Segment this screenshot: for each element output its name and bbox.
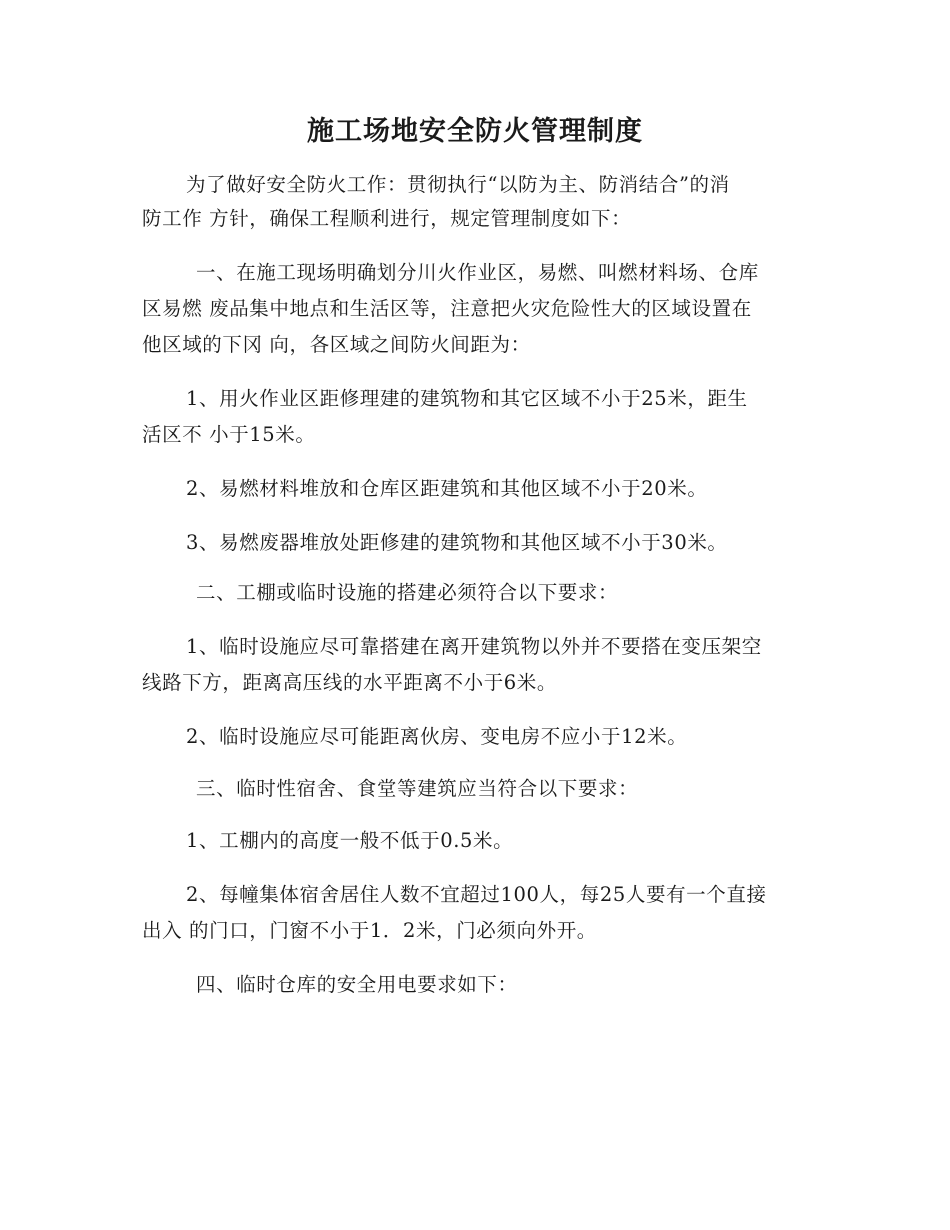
list-item-line: 2、每幢集体宿舍居住人数不宜超过100人，每25人要有一个直接 xyxy=(186,883,767,906)
section-heading-line: 二、工棚或临时设施的搭建必须符合以下要求： xyxy=(196,581,619,604)
list-item-line: 线路下方，距离高压线的水平距离不小于6米。 xyxy=(142,671,558,694)
section-heading-line: 一、在施工现场明确划分川火作业区，易燃、叫燃材料场、仓库 xyxy=(196,261,759,284)
list-item-line: 2、易燃材料堆放和仓库区距建筑和其他区域不小于20米。 xyxy=(186,477,708,500)
paragraph-line: 他区域的下冈 向，各区域之间防火间距为： xyxy=(142,333,531,356)
paragraph-line: 区易燃 废品集中地点和生活区等，注意把火灾危险性大的区域设置在 xyxy=(142,297,752,320)
list-item-line: 1、工棚内的高度一般不低于0.5米。 xyxy=(186,829,514,852)
list-item-line: 2、临时设施应尽可能距离伙房、变电房不应小于12米。 xyxy=(186,725,688,748)
list-item-line: 1、临时设施应尽可靠搭建在离开建筑物以外并不要搭在变压架空 xyxy=(186,635,762,658)
paragraph-line: 防工作 方针，确保工程顺利进行，规定管理制度如下： xyxy=(142,207,632,230)
list-item-line: 1、用火作业区距修理建的建筑物和其它区域不小于25米，距生 xyxy=(186,387,748,410)
section-heading-line: 四、临时仓库的安全用电要求如下： xyxy=(196,973,518,996)
list-item-line: 出入 的门口，门窗不小于1．2米，门必须向外开。 xyxy=(142,919,597,942)
list-item-line: 活区不 小于15米。 xyxy=(142,423,316,446)
list-item-line: 3、易燃废器堆放处距修建的建筑物和其他区域不小于30米。 xyxy=(186,531,728,554)
document-title: 施工场地安全防火管理制度 xyxy=(307,116,643,147)
section-heading-line: 三、临时性宿舍、食堂等建筑应当符合以下要求： xyxy=(196,777,639,800)
paragraph-line: 为了做好安全防火工作：贯彻执行“以防为主、防消结合”的消 xyxy=(186,173,730,196)
